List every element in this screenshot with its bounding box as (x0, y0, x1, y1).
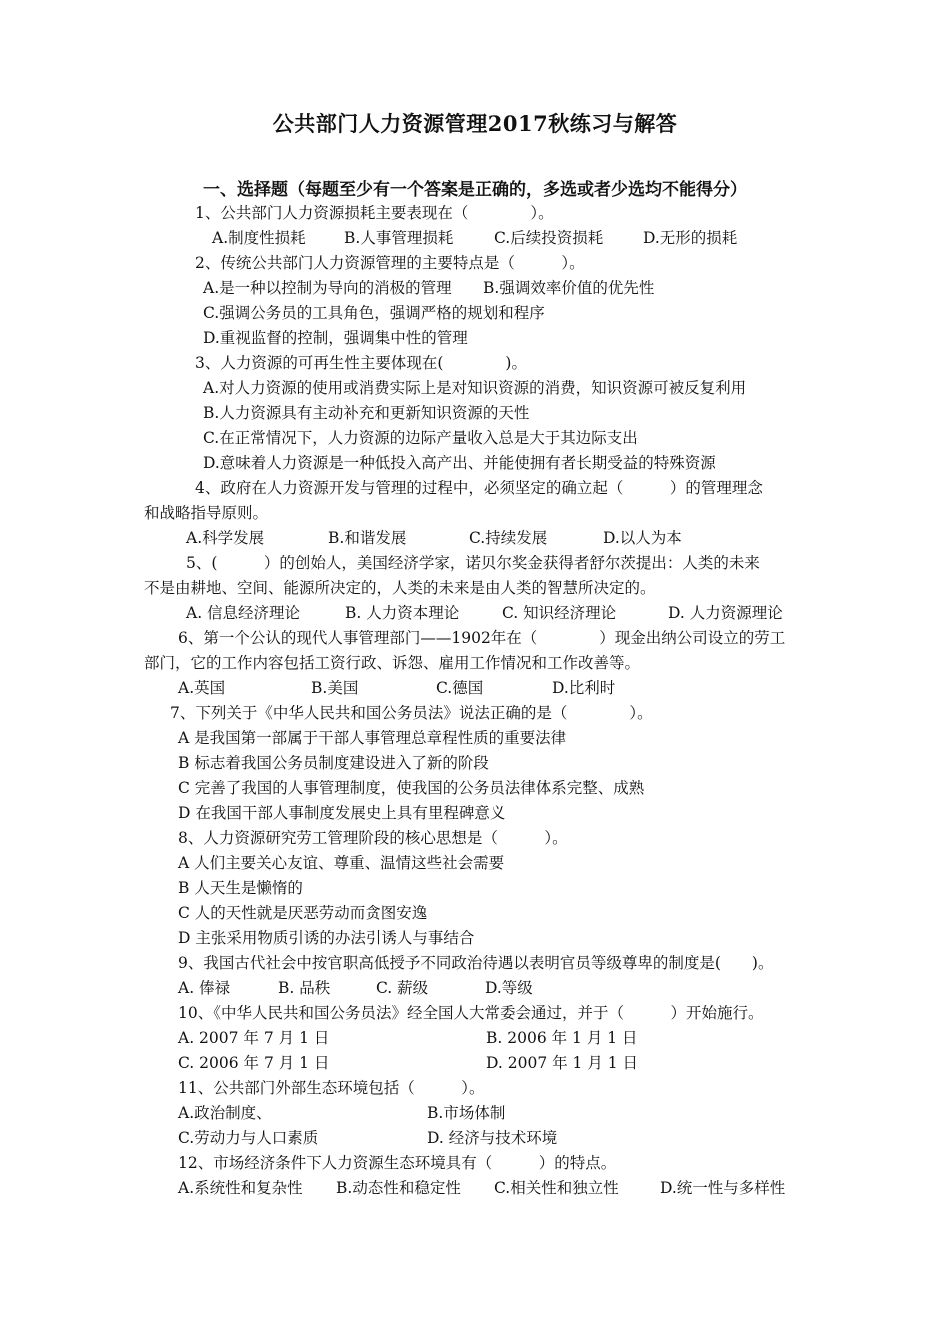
option-b: B.人事管理损耗 (344, 229, 454, 247)
question-8-stem: 8、人力资源研究劳工管理阶段的核心思想是（ ）。 (178, 829, 568, 847)
option-b: B.美国 (311, 679, 359, 697)
question-6-stem-line-2: 部门，它的工作内容包括工资行政、诉怨、雇用工作情况和工作改善等。 (144, 654, 641, 672)
option-a: A. 俸禄 (178, 979, 231, 997)
option-c: C.劳动力与人口素质 (178, 1129, 319, 1147)
question-9-stem: 9、我国古代社会中按官职高低授予不同政治待遇以表明官员等级尊卑的制度是( )。 (178, 954, 774, 972)
question-3-option-c: C.在正常情况下，人力资源的边际产量收入总是大于其边际支出 (203, 429, 638, 447)
question-2-stem: 2、传统公共部门人力资源管理的主要特点是（ ）。 (195, 254, 585, 272)
question-4-stem-line-2: 和战略指导原则。 (144, 504, 269, 522)
option-c: C. 知识经济理论 (502, 604, 617, 622)
option-c: C. 薪级 (376, 979, 429, 997)
option-a: A.英国 (178, 679, 226, 697)
section-heading: 一、选择题（每题至少有一个答案是正确的，多选或者少选均不能得分） (203, 180, 747, 200)
option-b: B.和谐发展 (328, 529, 407, 547)
option-b: B. 2006 年 1 月 1 日 (486, 1029, 638, 1047)
document-title: 公共部门人力资源管理2017秋练习与解答 (272, 111, 678, 136)
option-b: B. 品秩 (278, 979, 331, 997)
question-11-stem: 11、公共部门外部生态环境包括（ ）。 (178, 1079, 485, 1097)
option-a: A.科学发展 (186, 529, 265, 547)
option-a: A.制度性损耗 (212, 229, 306, 247)
option-c: C.持续发展 (469, 529, 548, 547)
option-c: C. 2006 年 7 月 1 日 (178, 1054, 330, 1072)
question-1-stem: 1、公共部门人力资源损耗主要表现在（ ）。 (195, 204, 554, 222)
question-3-option-a: A.对人力资源的使用或消费实际上是对知识资源的消费，知识资源可被反复利用 (203, 379, 747, 397)
question-8-option-a: A 人们主要关心友谊、尊重、温情这些社会需要 (178, 854, 505, 872)
option-b: B.市场体制 (427, 1104, 506, 1122)
option-d: D.比利时 (552, 679, 616, 697)
question-10-stem: 10、《中华人民共和国公务员法》经全国人大常委会通过，并于（ ）开始施行。 (178, 1004, 764, 1022)
option-d: D.统一性与多样性 (660, 1179, 786, 1197)
question-2-option-d: D.重视监督的控制，强调集中性的管理 (203, 329, 468, 347)
option-d: D. 2007 年 1 月 1 日 (486, 1054, 639, 1072)
question-3-stem: 3、人力资源的可再生性主要体现在( )。 (195, 354, 527, 372)
option-b: B.强调效率价值的优先性 (483, 279, 655, 297)
question-3-option-d: D.意味着人力资源是一种低投入高产出、并能使拥有者长期受益的特殊资源 (203, 454, 716, 472)
question-8-option-c: C 人的天性就是厌恶劳动而贪图安逸 (178, 904, 428, 922)
option-a: A.政治制度、 (178, 1104, 272, 1122)
option-a: A.系统性和复杂性 (178, 1179, 303, 1197)
option-d: D.等级 (485, 979, 533, 997)
option-b: B.动态性和稳定性 (336, 1179, 461, 1197)
option-c: C.后续投资损耗 (494, 229, 604, 247)
option-d: D. 经济与技术环境 (427, 1129, 558, 1147)
option-a: A. 信息经济理论 (186, 604, 301, 622)
question-5-stem-line-1: 5、( ）的创始人，美国经济学家，诺贝尔奖金获得者舒尔茨提出：人类的未来 (186, 554, 760, 572)
question-8-option-d: D 主张采用物质引诱的办法引诱人与事结合 (178, 929, 475, 947)
question-3-option-b: B.人力资源具有主动补充和更新知识资源的天性 (203, 404, 530, 422)
option-b: B. 人力资本理论 (345, 604, 460, 622)
option-d: D. 人力资源理论 (668, 604, 783, 622)
question-7-stem: 7、下列关于《中华人民共和国公务员法》说法正确的是（ ）。 (170, 704, 653, 722)
option-a: A. 2007 年 7 月 1 日 (178, 1029, 330, 1047)
option-a: A.是一种以控制为导向的消极的管理 (203, 279, 452, 297)
option-d: D.无形的损耗 (643, 229, 738, 247)
option-d: D.以人为本 (603, 529, 682, 547)
question-6-stem-line-1: 6、第一个公认的现代人事管理部门——1902年在（ ）现金出纳公司设立的劳工 (178, 629, 786, 647)
question-4-stem-line-1: 4、政府在人力资源开发与管理的过程中，必须坚定的确立起（ ）的管理理念 (195, 479, 763, 497)
question-7-option-d: D 在我国干部人事制度发展史上具有里程碑意义 (178, 804, 506, 822)
option-c: C.德国 (436, 679, 484, 697)
question-7-option-a: A 是我国第一部属于干部人事管理总章程性质的重要法律 (178, 729, 567, 747)
question-8-option-b: B 人天生是懒惰的 (178, 879, 303, 897)
question-7-option-c: C 完善了我国的人事管理制度，使我国的公务员法律体系完整、成熟 (178, 779, 645, 797)
question-12-stem: 12、市场经济条件下人力资源生态环境具有（ ）的特点。 (178, 1154, 617, 1172)
question-5-stem-line-2: 不是由耕地、空间、能源所决定的，人类的未来是由人类的智慧所决定的。 (144, 579, 656, 597)
question-2-option-c: C.强调公务员的工具角色，强调严格的规划和程序 (203, 304, 545, 322)
option-c: C.相关性和独立性 (494, 1179, 619, 1197)
question-7-option-b: B 标志着我国公务员制度建设进入了新的阶段 (178, 754, 489, 772)
